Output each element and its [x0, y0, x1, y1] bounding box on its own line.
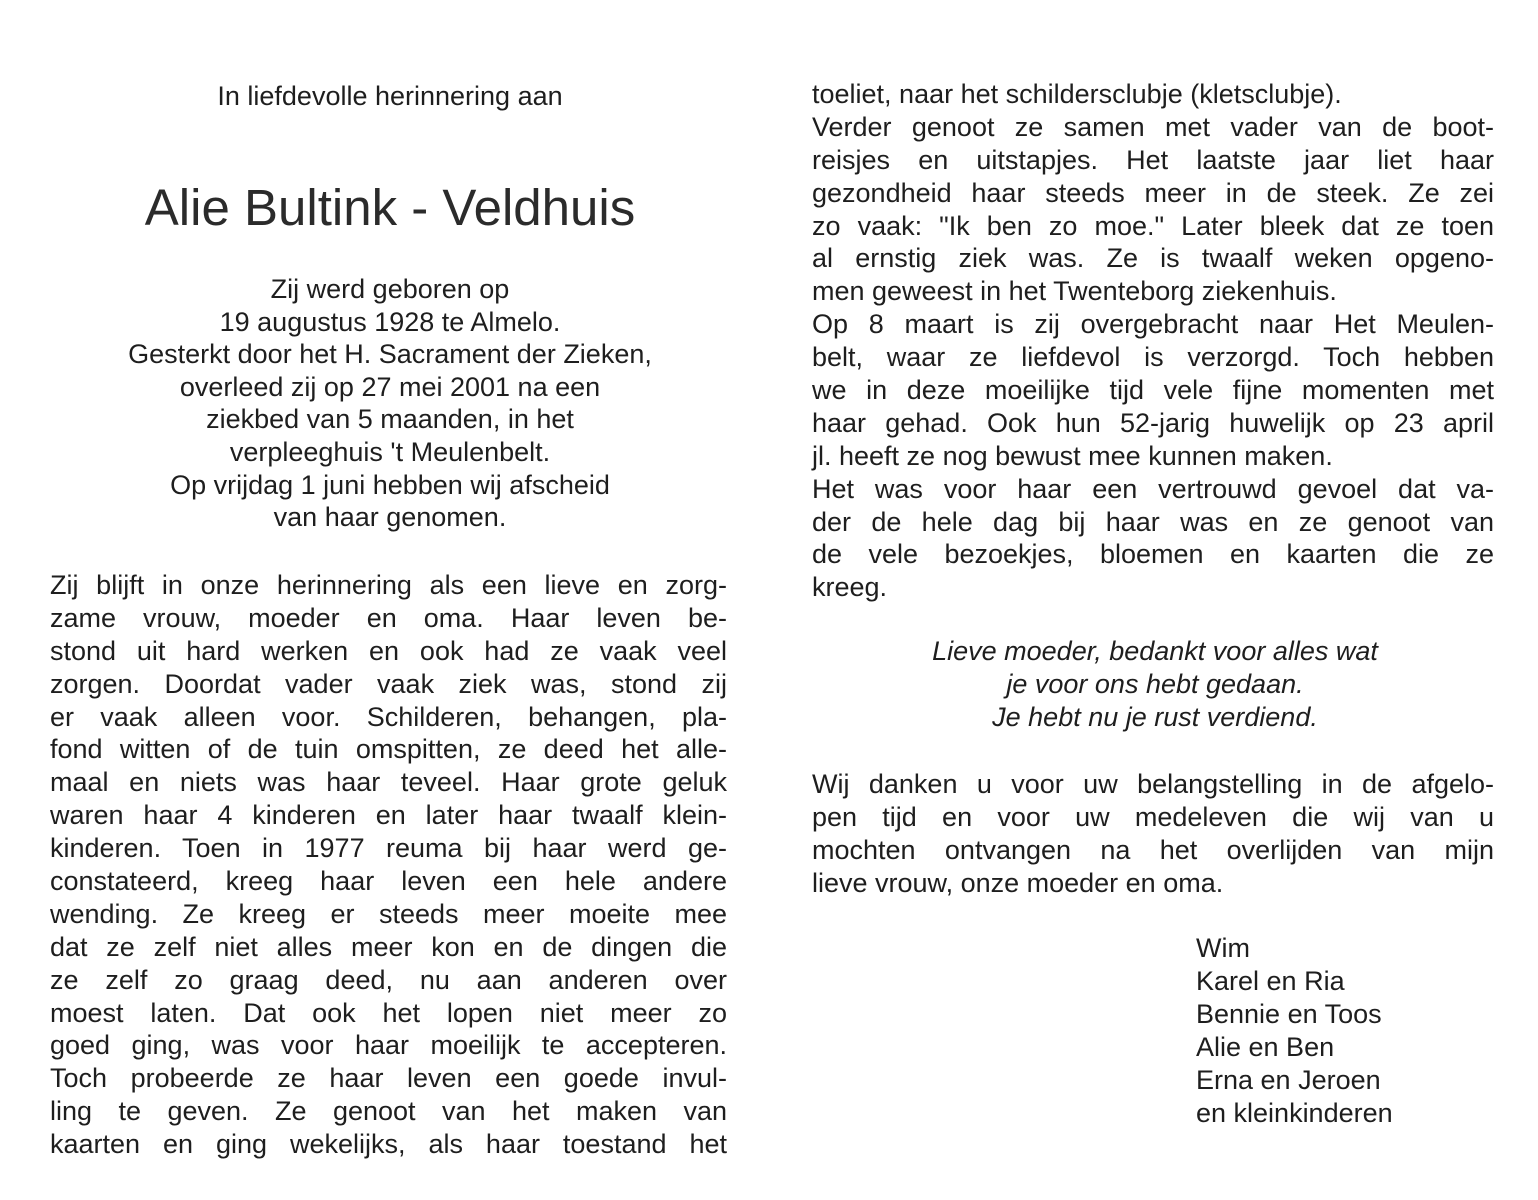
body-line: de vele bezoekjes, bloemen en kaarten die ze [812, 539, 1494, 570]
body-line: kaarten en ging wekelijks, als haar toestand het [50, 1129, 727, 1160]
right-body-paragraph [812, 78, 1494, 604]
poem-line: je voor ons hebt gedaan. [1006, 669, 1304, 699]
body-line: fond witten of de tuin omspitten, ze deed het alle- [50, 734, 727, 765]
signer-name: Alie en Ben [1196, 1032, 1335, 1062]
poem-block [812, 635, 1498, 734]
bio-line: van haar genomen. [273, 502, 507, 533]
body-line: goed ging, was voor haar moeilijk te accepteren. [50, 1030, 727, 1061]
body-line: gezondheid haar steeds meer in de steek. Ze zei [812, 177, 1494, 208]
body-line: ze zelf zo graag deed, nu aan anderen over [50, 964, 727, 995]
thanks-line: Wij danken u voor uw belangstelling in de afgelo- [812, 769, 1494, 799]
signer-name: Wim [1196, 933, 1250, 963]
body-line: haar gehad. Ook hun 52-jarig huwelijk op 23 april [812, 407, 1494, 438]
body-line: Toch probeerde ze haar leven een goede invul- [50, 1063, 727, 1094]
body-line: belt, waar ze liefdevol is verzorgd. Toch hebben [812, 342, 1494, 373]
left-column [50, 0, 730, 1200]
thanks-paragraph [812, 768, 1494, 900]
bio-line: ziekbed van 5 maanden, in het [206, 404, 574, 435]
bio-line: Op vrijdag 1 juni hebben wij afscheid [170, 469, 610, 500]
body-line: zo vaak: "Ik ben zo moe." Later bleek dat ze toen [812, 210, 1494, 241]
body-line: Het was voor haar een vertrouwd gevoel dat va- [812, 473, 1494, 504]
body-line: ling te geven. Ze genoot van het maken van [50, 1096, 727, 1127]
signer-name: Erna en Jeroen [1196, 1065, 1381, 1095]
left-body-paragraph [50, 569, 727, 1161]
bio-line: verpleeghuis 't Meulenbelt. [229, 436, 551, 467]
signers-list [1196, 932, 1393, 1130]
body-line: der de hele dag bij haar was en ze genoot van [812, 506, 1494, 537]
signer-name: Bennie en Toos [1196, 999, 1382, 1029]
poem-line: Je hebt nu je rust verdiend. [992, 702, 1318, 732]
body-line: wending. Ze kreeg er steeds meer moeite mee [50, 898, 727, 929]
body-line: zorgen. Doordat vader vaak ziek was, stond zij [50, 668, 727, 699]
body-line: Op 8 maart is zij overgebracht naar Het Meulen- [812, 309, 1494, 340]
body-line: maal en niets was haar teveel. Haar grote geluk [50, 767, 727, 798]
right-column [812, 0, 1498, 1200]
body-line: moest laten. Dat ook het lopen niet meer zo [50, 997, 727, 1028]
body-line: dat ze zelf niet alles meer kon en de dingen die [50, 931, 727, 962]
body-line: waren haar 4 kinderen en later haar twaalf klein- [50, 800, 727, 831]
bio-line: overleed zij op 27 mei 2001 na een [179, 371, 601, 402]
body-line: al ernstig ziek was. Ze is twaalf weken opgeno- [812, 243, 1494, 274]
bio-line: Gesterkt door het H. Sacrament der Zieken, [128, 339, 652, 370]
body-line: kinderen. Toen in 1977 reuma bij haar werd ge- [50, 833, 727, 864]
body-line: toeliet, naar het schildersclubje (kletsclubje). [812, 79, 1342, 109]
bio-line: 19 augustus 1928 te Almelo. [219, 306, 561, 337]
thanks-line: lieve vrouw, onze moeder en oma. [812, 867, 1224, 898]
thanks-line: mochten ontvangen na het overlijden van mijn [812, 834, 1494, 865]
body-line: er vaak alleen voor. Schilderen, behangen, pla- [50, 701, 727, 732]
bio-line: Zij werd geboren op [270, 274, 510, 304]
signer-name: Karel en Ria [1196, 966, 1345, 996]
body-line: constateerd, kreeg haar leven een hele andere [50, 866, 727, 897]
bio-block [50, 273, 730, 534]
thanks-line: pen tijd en voor uw medeleven die wij van u [812, 801, 1494, 832]
body-line: stond uit hard werken en ook had ze vaak veel [50, 635, 727, 666]
intro-line: In liefdevolle herinnering aan [217, 81, 563, 111]
body-line: we in deze moeilijke tijd vele fijne momenten met [812, 375, 1494, 406]
body-line: jl. heeft ze nog bewust mee kunnen maken. [812, 440, 1333, 471]
signer-name: en kleinkinderen [1196, 1098, 1393, 1128]
body-line: zame vrouw, moeder en oma. Haar leven be- [50, 602, 727, 633]
body-line: kreeg. [812, 572, 888, 603]
body-line: Zij blijft in onze herinnering als een lieve en zorg- [50, 570, 727, 600]
body-line: men geweest in het Twenteborg ziekenhuis. [812, 276, 1337, 307]
poem-line: Lieve moeder, bedankt voor alles wat [932, 636, 1378, 666]
deceased-name: Alie Bultink - Veldhuis [144, 179, 636, 236]
body-line: Verder genoot ze samen met vader van de boot- [812, 111, 1494, 142]
body-line: reisjes en uitstapjes. Het laatste jaar liet haar [812, 144, 1494, 175]
